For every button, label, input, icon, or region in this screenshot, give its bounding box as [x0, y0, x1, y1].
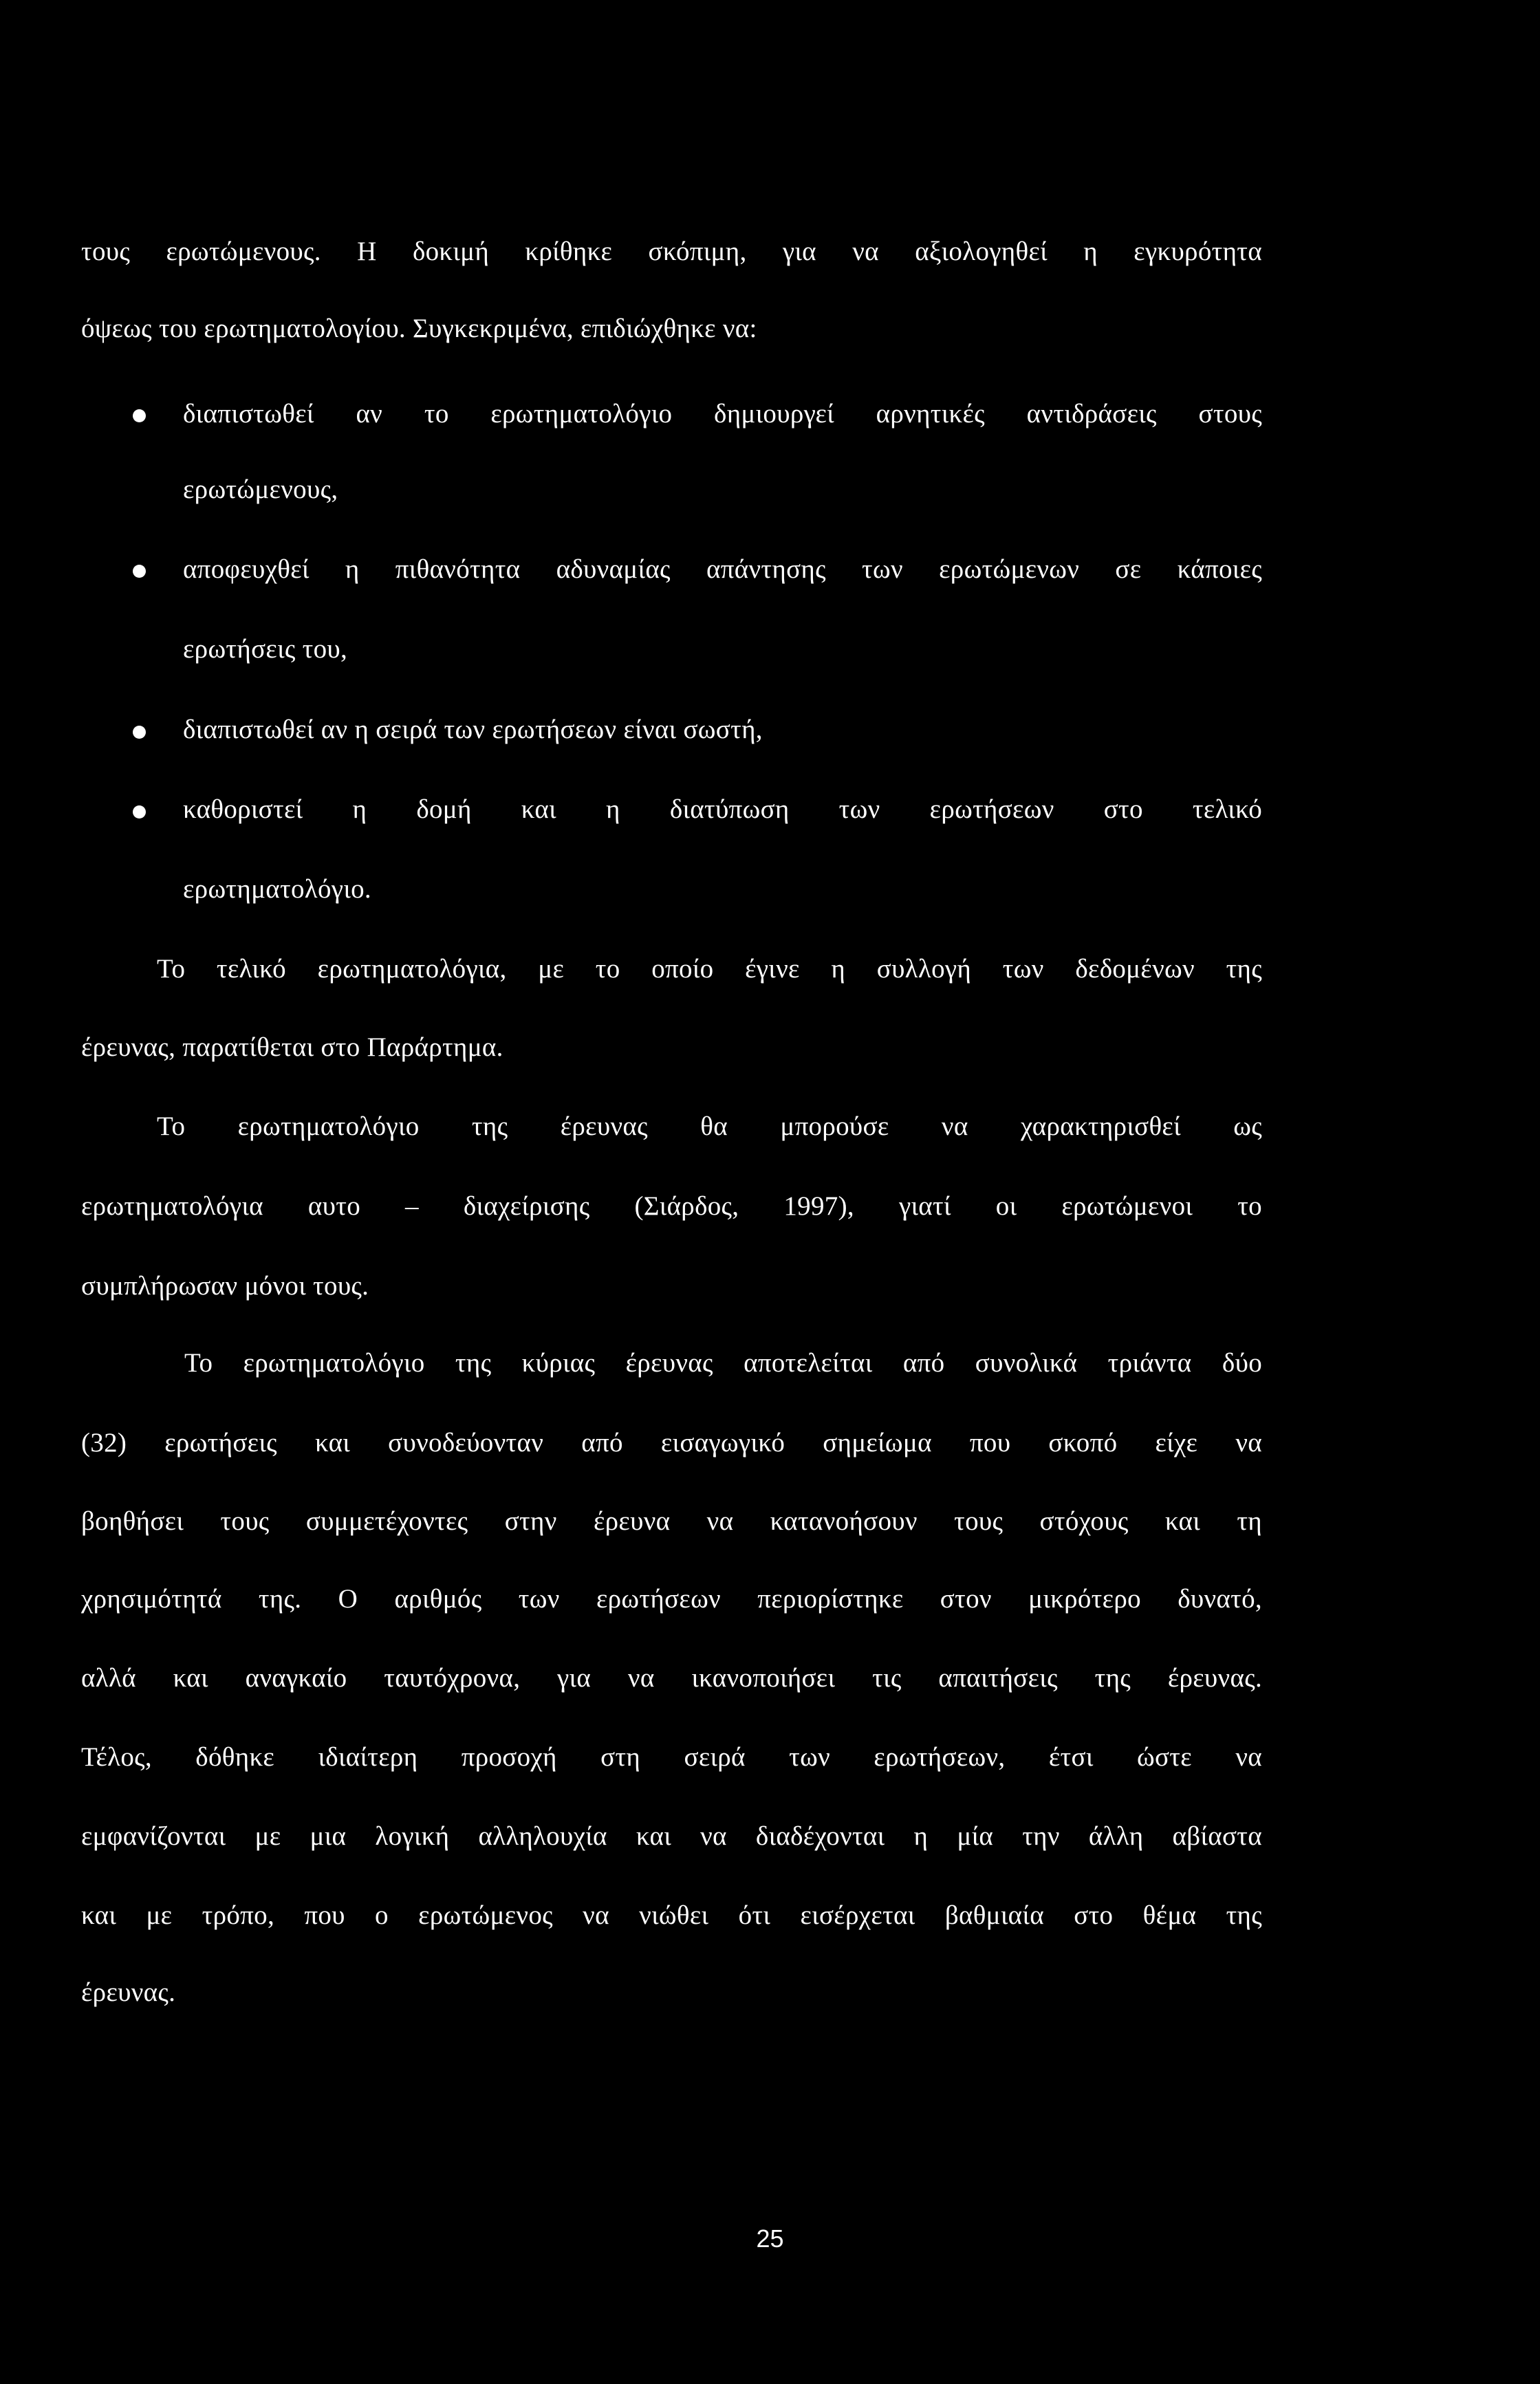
text-line: τους ερωτώμενους. Η δοκιμή κρίθηκε σκόπιμη, για να αξιολογηθεί η εγκυρότητα — [81, 237, 1262, 266]
text-line: έρευνας, παρατίθεται στο Παράρτημα. — [81, 1032, 503, 1062]
text-line: όψεως του ερωτηματολογίου. Συγκεκριμένα, επιδιώχθηκε να: — [81, 314, 757, 343]
text-line: Τέλος, δόθηκε ιδιαίτερη προσοχή στη σειρά των ερωτήσεων, έτσι ώστε να — [81, 1742, 1262, 1772]
list-item-text: ερωτηματολόγιο. — [183, 874, 371, 904]
bullet-icon — [133, 565, 146, 578]
list-item-text: καθοριστεί η δομή και η διατύπωση των ερωτήσεων στο τελικό — [183, 794, 1262, 824]
page-number: 25 — [756, 2224, 784, 2253]
list-item-text: διαπιστωθεί αν η σειρά των ερωτήσεων είναι σωστή, — [183, 715, 763, 744]
text-line: αλλά και αναγκαίο ταυτόχρονα, για να ικανοποιήσει τις απαιτήσεις της έρευνας. — [81, 1663, 1262, 1693]
text-line: (32) ερωτήσεις και συνοδεύονταν από εισαγωγικό σημείωμα που σκοπό είχε να — [81, 1428, 1262, 1458]
text-line: βοηθήσει τους συμμετέχοντες στην έρευνα να κατανοήσουν τους στόχους και τη — [81, 1506, 1262, 1536]
text-line: εμφανίζονται με μια λογική αλληλουχία και να διαδέχονται η μία την άλλη αβίαστα — [81, 1821, 1262, 1851]
bullet-icon — [133, 805, 146, 819]
text-line: και με τρόπο, που ο ερωτώμενος να νιώθει ότι εισέρχεται βαθμιαία στο θέμα της — [81, 1900, 1262, 1930]
text-line: συμπλήρωσαν μόνοι τους. — [81, 1271, 369, 1301]
list-item-text: ερωτήσεις του, — [183, 634, 348, 664]
text-line: Το τελικό ερωτηματολόγια, με το οποίο έγινε η συλλογή των δεδομένων της — [157, 954, 1262, 984]
text-line: ερωτηματολόγια αυτο – διαχείρισης (Σιάρδος, 1997), γιατί οι ερωτώμενοι το — [81, 1191, 1262, 1221]
text-line: Το ερωτηματολόγιο της έρευνας θα μπορούσε να χαρακτηρισθεί ως — [157, 1112, 1262, 1141]
bullet-icon — [133, 409, 146, 422]
text-line: χρησιμότητά της. Ο αριθμός των ερωτήσεων περιορίστηκε στον μικρότερο δυνατό, — [81, 1584, 1262, 1614]
list-item-text: ερωτώμενους, — [183, 475, 338, 504]
text-line: έρευνας. — [81, 1977, 176, 2007]
list-item-text: διαπιστωθεί αν το ερωτηματολόγιο δημιουργεί αρνητικές αντιδράσεις στους — [183, 399, 1262, 429]
bullet-icon — [133, 726, 146, 739]
text-line: Το ερωτηματολόγιο της κύριας έρευνας αποτελείται από συνολικά τριάντα δύο — [184, 1348, 1262, 1378]
list-item-text: αποφευχθεί η πιθανότητα αδυναμίας απάντησης των ερωτώμενων σε κάποιες — [183, 554, 1262, 584]
